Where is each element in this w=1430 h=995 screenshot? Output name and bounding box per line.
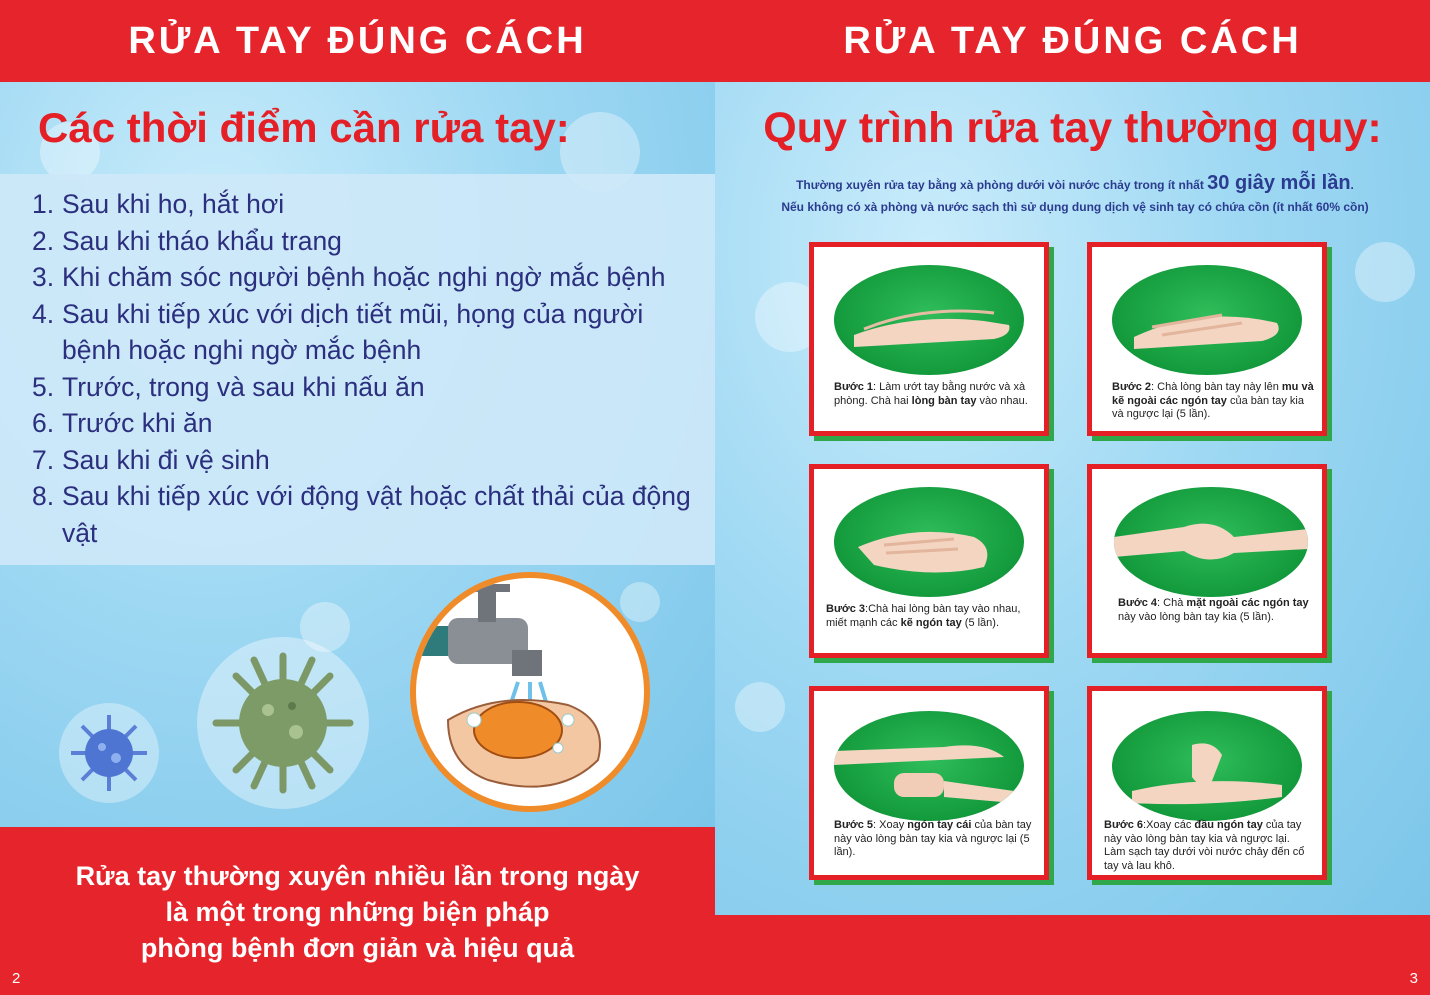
- list-item: 7. Sau khi đi vệ sinh: [32, 444, 270, 475]
- step-1-card: [809, 242, 1049, 436]
- list-item: 3. Khi chăm sóc người bệnh hoặc nghi ngờ mắc bệnh: [32, 262, 666, 292]
- list-item: 4. Sau khi tiếp xúc với dịch tiết mũi, họng của người bệnh hoặc nghi ngờ mắc bệnh: [32, 298, 644, 365]
- step-6-caption: Bước 6:Xoay các đầu ngón tay của tay này vào lòng bàn tay kia và ngược lại. Làm sạch tay dưới vòi nước chảy đến cổ tay và lau khô.: [1104, 819, 1305, 872]
- blue-virus-icon: [56, 700, 162, 806]
- list-item: 8. Sau khi tiếp xúc với động vật hoặc chất thải của động vật: [32, 481, 691, 548]
- footer-message: Rửa tay thường xuyên nhiều lần trong ngày là một trong những biện pháp phòng bệnh đơn giản và hiệu quả: [75, 861, 640, 963]
- right-banner: [715, 0, 1430, 82]
- step-4-photo: [1114, 487, 1308, 597]
- step-6-photo: [1112, 711, 1302, 821]
- right-heading: Quy trình rửa tay thường quy:: [763, 104, 1382, 152]
- step-2-card: [1087, 242, 1327, 436]
- green-virus-icon: [196, 636, 370, 810]
- handwashing-illustration: [408, 570, 652, 814]
- page-number: 2: [12, 970, 21, 987]
- list-item: 6. Trước khi ăn: [32, 408, 213, 438]
- step-3-photo: [834, 487, 1024, 597]
- step-5-card: [809, 686, 1049, 880]
- step-4-card: [1087, 464, 1327, 658]
- right-page: [715, 0, 1430, 995]
- step-2-caption: Bước 2: Chà lòng bàn tay này lên mu và kẽ ngoài các ngón tay của bàn tay kia và ngược lại (5 lần).: [1112, 381, 1314, 420]
- list-item: 5. Trước, trong và sau khi nấu ăn: [32, 371, 425, 402]
- banner-title: RỬA TAY ĐÚNG CÁCH: [128, 19, 587, 62]
- step-6-card: [1087, 686, 1327, 880]
- list-item: 2. Sau khi tháo khẩu trang: [32, 225, 342, 256]
- handwash-times-list: [32, 186, 702, 551]
- step-4-caption: Bước 4: Chà mặt ngoài các ngón tay này vào lòng bàn tay kia (5 lần).: [1118, 597, 1309, 623]
- step-3-caption: Bước 3:Chà hai lòng bàn tay vào nhau, miết mạnh các kẽ ngón tay (5 lần).: [826, 603, 1021, 629]
- step-1-caption: Bước 1: Làm ướt tay bằng nước và xà phòng. Chà hai lòng bàn tay vào nhau.: [834, 381, 1028, 407]
- step-5-photo: [834, 711, 1024, 821]
- step-1-photo: [834, 265, 1024, 375]
- step-3-card: [809, 464, 1049, 658]
- left-banner: [0, 0, 715, 82]
- left-heading: Các thời điểm cần rửa tay:: [38, 104, 570, 151]
- intro-text: Thường xuyên rửa tay bằng xà phòng dưới vòi nước chảy trong ít nhất 30 giây mỗi lần. Nếu không có xà phòng và nước sạch thì sử dụng dung dịch vệ sinh tay có chứa cồn (ít nhất 60% cồn): [781, 172, 1369, 214]
- step-5-caption: Bước 5: Xoay ngón tay cái của bàn tay này vào lòng bàn tay kia và ngược lại (5 lần).: [834, 819, 1032, 858]
- step-2-photo: [1112, 265, 1302, 375]
- list-item: 1. Sau khi ho, hắt hơi: [32, 189, 285, 219]
- banner-title: RỬA TAY ĐÚNG CÁCH: [843, 19, 1302, 62]
- page-number: 3: [1409, 970, 1418, 987]
